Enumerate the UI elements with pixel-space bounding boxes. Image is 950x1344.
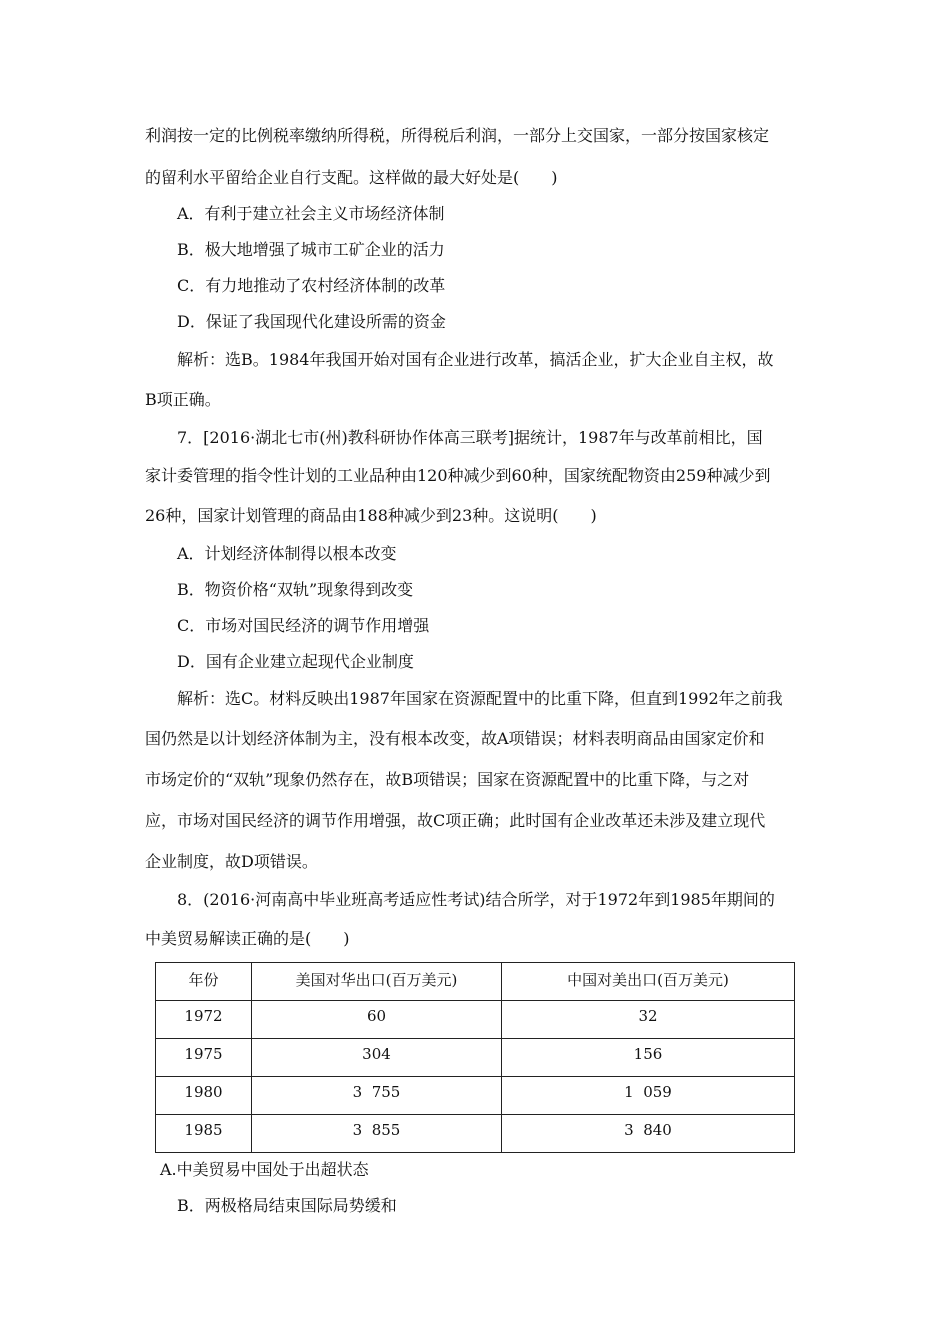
table-cell-year: 1980 [156,1077,252,1115]
table-cell-china-exports: 3 840 [502,1115,795,1153]
q6-option-c: C．有力地推动了农村经济体制的改革 [177,276,446,295]
q7-analysis-line: 应，市场对国民经济的调节作用增强，故C项正确；此时国有企业改革还未涉及建立现代 [145,811,766,830]
table-cell-year: 1972 [156,1001,252,1039]
q7-stem-line: 家计委管理的指令性计划的工业品种由120种减少到60种，国家统配物资由259种减少到 [145,466,771,485]
q8-stem-line: 8．(2016·河南高中毕业班高考适应性考试)结合所学，对于1972年到1985年期间的 [177,890,775,909]
table-cell-us-exports: 3 855 [252,1115,502,1153]
q7-analysis-line: 市场定价的“双轨”现象仍然存在，故B项错误；国家在资源配置中的比重下降，与之对 [145,770,750,789]
table-header-year: 年份 [156,963,252,1001]
q8-option-b: B．两极格局结束国际局势缓和 [177,1196,397,1215]
table-row [156,1039,795,1077]
table-row [156,1077,795,1115]
table-cell-china-exports: 32 [502,1001,795,1039]
q7-stem-line: 26种，国家计划管理的商品由188种减少到23种。这说明( ) [145,506,597,525]
q7-option-b: B．物资价格“双轨”现象得到改变 [177,580,414,599]
table-cell-china-exports: 1 059 [502,1077,795,1115]
table-header-row [156,963,795,1001]
table-cell-us-exports: 304 [252,1039,502,1077]
table-cell-us-exports: 3 755 [252,1077,502,1115]
trade-table [155,962,795,1153]
table-cell-china-exports: 156 [502,1039,795,1077]
q6-analysis-line: B项正确。 [145,390,221,409]
table-cell-year: 1985 [156,1115,252,1153]
q7-analysis-line: 国仍然是以计划经济体制为主，没有根本改变，故A项错误；材料表明商品由国家定价和 [145,729,765,748]
table-row [156,1115,795,1153]
table-cell-year: 1975 [156,1039,252,1077]
q7-analysis-line: 企业制度，故D项错误。 [145,852,318,871]
q6-option-b: B．极大地增强了城市工矿企业的活力 [177,240,445,259]
q6-option-d: D．保证了我国现代化建设所需的资金 [177,312,446,331]
table-row [156,1001,795,1039]
q7-option-c: C．市场对国民经济的调节作用增强 [177,616,430,635]
table-header-china-exports: 中国对美出口(百万美元) [502,963,795,1001]
q7-analysis-line: 解析：选C。材料反映出1987年国家在资源配置中的比重下降，但直到1992年之前我 [177,689,783,708]
q8-stem-line: 中美贸易解读正确的是( ) [145,929,350,948]
q6-analysis-line: 解析：选B。1984年我国开始对国有企业进行改革，搞活企业，扩大企业自主权，故 [177,350,774,369]
table-cell-us-exports: 60 [252,1001,502,1039]
q6-option-a: A．有利于建立社会主义市场经济体制 [177,204,445,223]
q7-option-d: D．国有企业建立起现代企业制度 [177,652,414,671]
table-header-us-exports: 美国对华出口(百万美元) [252,963,502,1001]
q6-stem-line: 利润按一定的比例税率缴纳所得税，所得税后利润，一部分上交国家，一部分按国家核定 [145,126,770,145]
q6-stem-line: 的留利水平留给企业自行支配。这样做的最大好处是( ) [145,168,558,187]
q8-option-a: A.中美贸易中国处于出超状态 [160,1160,369,1179]
q7-stem-line: 7．[2016·湖北七市(州)教科研协作体高三联考]据统计，1987年与改革前相比，国 [177,428,763,447]
q7-option-a: A．计划经济体制得以根本改变 [177,544,397,563]
